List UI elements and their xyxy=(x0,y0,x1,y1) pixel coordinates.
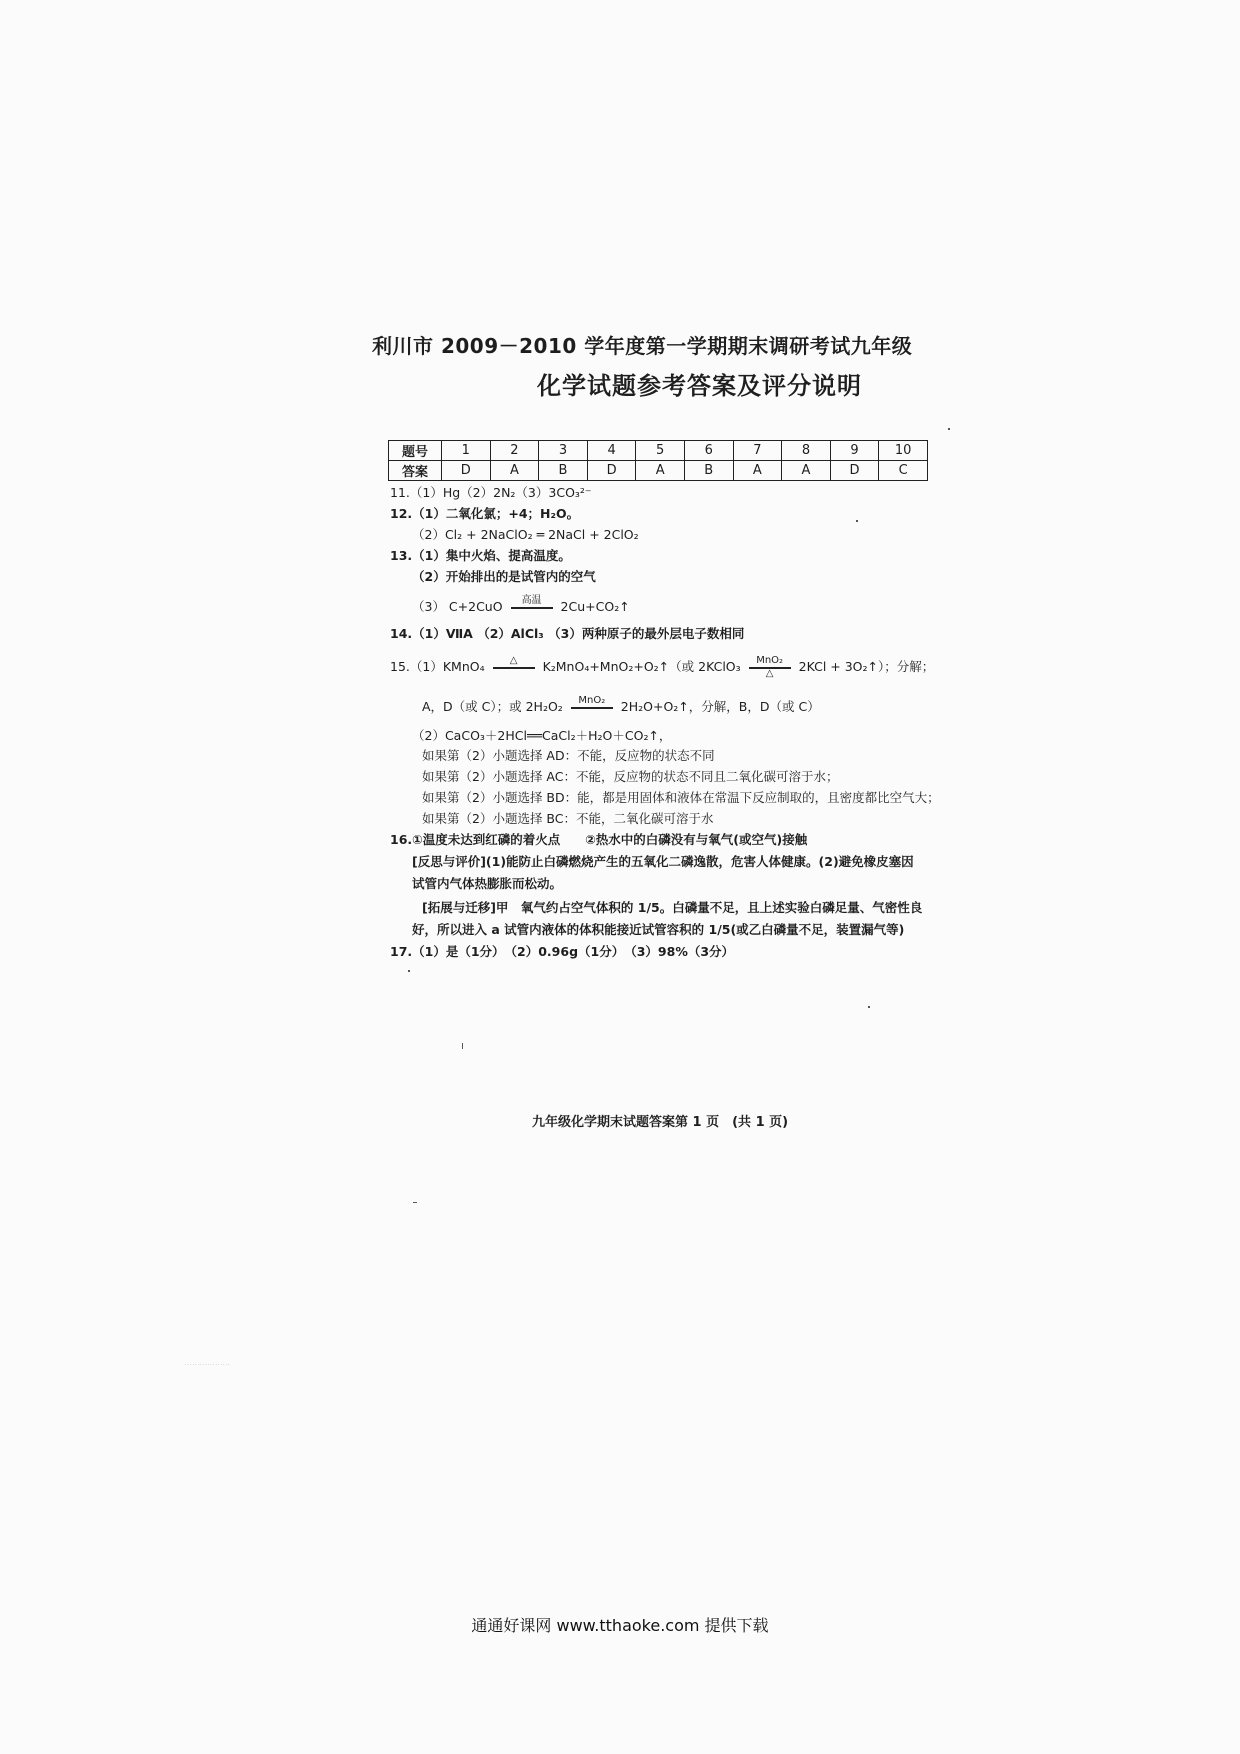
table-cell: B xyxy=(684,461,733,481)
condition-label: MnO₂ xyxy=(578,695,606,706)
equation-part: 2KCl + 3O₂↑）；分解； xyxy=(798,659,935,674)
table-cell: 6 xyxy=(684,441,733,461)
answer-key-title: 化学试题参考答案及评分说明 xyxy=(537,372,862,400)
answer-q13-3 xyxy=(412,596,630,619)
answer-q14: 14.（1）ⅦA （2）AlCl₃ （3）两种原子的最外层电子数相同 xyxy=(390,626,745,641)
reaction-condition xyxy=(749,656,791,679)
table-cell: 5 xyxy=(636,441,685,461)
scan-speck xyxy=(408,970,410,972)
table-cell: A xyxy=(490,461,539,481)
table-cell: D xyxy=(830,461,879,481)
answer-q15-bd: 如果第（2）小题选择 BD：能，都是用固体和液体在常温下反应制取的，且密度都比空气大； xyxy=(422,790,940,805)
answer-table xyxy=(388,440,928,481)
answer-q15-ad: 如果第（2）小题选择 AD：不能，反应物的状态不同 xyxy=(422,748,715,763)
equation-right: 2Cu+CO₂↑ xyxy=(560,599,630,614)
condition-label: △ xyxy=(509,655,518,666)
condition-label: MnO₂ xyxy=(756,655,784,666)
answer-q16-2: [反思与评价](1)能防止白磷燃烧产生的五氧化二磷逸散，危害人体健康。(2)避免橡皮塞因 xyxy=(412,854,914,869)
scan-speck xyxy=(462,1043,463,1049)
reaction-condition xyxy=(571,696,613,719)
row-label-number: 题号 xyxy=(389,441,442,461)
equation-part: 2H₂O+O₂↑，分解，B，D（或 C） xyxy=(620,699,820,714)
table-cell: 4 xyxy=(587,441,636,461)
table-cell: A xyxy=(733,461,782,481)
answer-q12-2: （2）Cl₂ + 2NaClO₂ ═ 2NaCl + 2ClO₂ xyxy=(412,527,639,542)
table-cell: C xyxy=(879,461,928,481)
page-number-note: 九年级化学期末试题答案第 1 页 (共 1 页) xyxy=(532,1115,789,1130)
answer-q15-ac: 如果第（2）小题选择 AC：不能，反应物的状态不同且二氧化碳可溶于水； xyxy=(422,769,839,784)
table-cell: A xyxy=(636,461,685,481)
answer-q13-1: 13.（1）集中火焰、提高温度。 xyxy=(390,548,571,563)
scan-speck xyxy=(948,428,950,430)
equation-left: （3） C+2CuO xyxy=(412,599,503,614)
scan-speck xyxy=(868,1006,870,1008)
condition-label: △ xyxy=(765,668,774,679)
answer-q16-1: 16.①温度未达到红磷的着火点 ②热水中的白磷没有与氧气(或空气)接触 xyxy=(390,832,808,847)
condition-label: 高温 xyxy=(521,595,542,606)
table-cell: 3 xyxy=(539,441,588,461)
answer-q16-4: [拓展与迁移]甲 氧气约占空气体积的 1/5。白磷量不足，且上述实验白磷足量、气密性良 xyxy=(422,900,923,915)
reaction-condition xyxy=(493,656,535,679)
answer-q17: 17.（1）是（1分） （2）0.96g（1分） （3）98%（3分） xyxy=(390,944,735,959)
equation-part: K₂MnO₄+MnO₂+O₂↑（或 2KClO₃ xyxy=(542,659,741,674)
table-cell: 1 xyxy=(442,441,491,461)
scan-speck xyxy=(413,1202,417,1203)
answer-q11: 11.（1）Hg（2）2N₂（3）3CO₃²⁻ xyxy=(390,485,592,500)
table-cell: 9 xyxy=(830,441,879,461)
answer-q15-2: （2）CaCO₃＋2HCl══CaCl₂＋H₂O＋CO₂↑， xyxy=(412,728,672,743)
table-cell: 8 xyxy=(782,441,831,461)
row-label-answer: 答案 xyxy=(389,461,442,481)
download-credit: 通通好课网 www.tthaoke.com 提供下载 xyxy=(471,1616,769,1635)
answer-q12-1: 12.（1）二氧化氯；+4；H₂O。 xyxy=(390,506,580,521)
answer-q16-5: 好，所以进入 a 试管内液体的体积能接近试管容积的 1/5(或乙白磷量不足，装置漏气等) xyxy=(412,922,905,937)
answer-q15-1b xyxy=(422,696,820,719)
table-cell: 2 xyxy=(490,441,539,461)
table-cell: D xyxy=(442,461,491,481)
table-cell: D xyxy=(587,461,636,481)
equation-part: 15.（1）KMnO₄ xyxy=(390,659,485,674)
table-cell: A xyxy=(782,461,831,481)
table-cell: 10 xyxy=(879,441,928,461)
table-row xyxy=(389,461,928,481)
exam-title: 利川市 2009－2010 学年度第一学期期末调研考试九年级 xyxy=(372,334,913,358)
answer-q15-1 xyxy=(390,656,934,679)
table-cell: 7 xyxy=(733,441,782,461)
scan-speck xyxy=(856,520,858,522)
answer-q15-bc: 如果第（2）小题选择 BC：不能，二氧化碳可溶于水 xyxy=(422,811,714,826)
reaction-condition xyxy=(511,596,553,619)
answer-q16-3: 试管内气体热膨胀而松动。 xyxy=(412,876,563,891)
table-row xyxy=(389,441,928,461)
scanner-watermark: · · · · · · · · · · · · · · · · · · xyxy=(185,1362,230,1367)
answer-q13-2: （2）开始排出的是试管内的空气 xyxy=(412,569,596,584)
table-cell: B xyxy=(539,461,588,481)
equation-part: A，D（或 C）；或 2H₂O₂ xyxy=(422,699,563,714)
